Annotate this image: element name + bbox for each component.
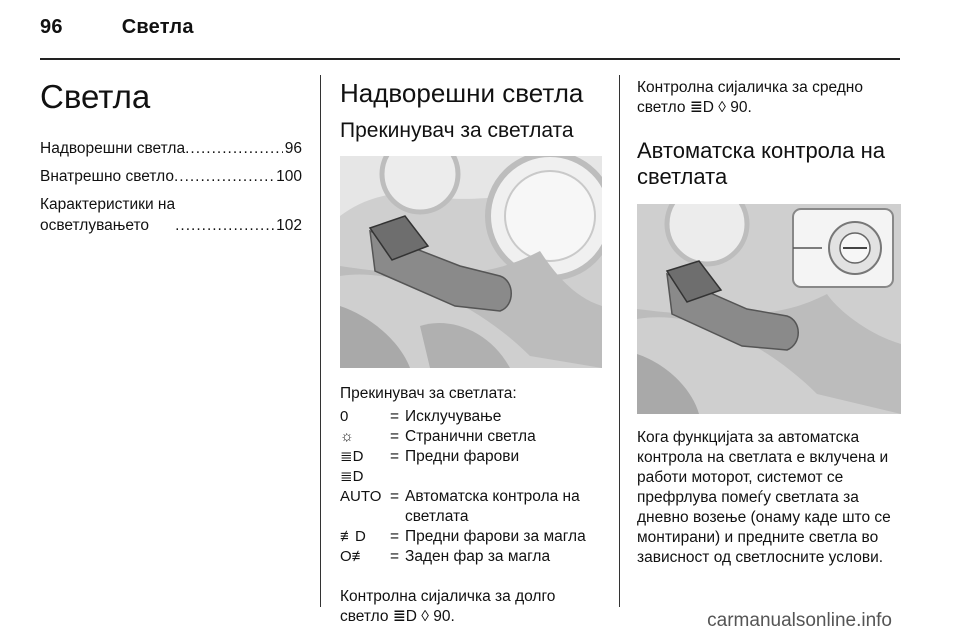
- middle-column: [340, 78, 602, 627]
- page-number: 96: [40, 16, 63, 38]
- light-switch-image: [340, 156, 602, 368]
- symbol-legend: [340, 407, 602, 567]
- toc-leader: [185, 138, 283, 159]
- toc-item[interactable]: [40, 166, 302, 187]
- legend-text: Исклучување: [405, 408, 502, 425]
- toc-leader: [175, 215, 274, 236]
- light-symbol-icon: 0: [340, 408, 349, 425]
- legend-row: [340, 547, 602, 567]
- watermark: carmanualsonline.info: [707, 610, 892, 631]
- legend-equals: =: [390, 428, 400, 445]
- light-symbol-icon: AUTO: [340, 488, 382, 505]
- running-header: [40, 16, 194, 39]
- toc-page: 100: [276, 168, 302, 185]
- high-beam-note: Контролна сијаличка за долго светло ≣D ◊ 90.: [340, 588, 556, 625]
- legend-text: Автоматска контрола на светлата: [405, 488, 580, 525]
- toc-item[interactable]: [40, 194, 302, 236]
- toc-item[interactable]: [40, 138, 302, 159]
- legend-row: [340, 487, 602, 527]
- legend-row: [340, 527, 602, 547]
- toc-label: Карактеристики на осветлувањето: [40, 196, 176, 234]
- auto-light-title: Автоматска контрола на светлата: [637, 138, 885, 189]
- section-title: Надворешни светла: [340, 78, 584, 108]
- toc-label: Внатрешно светло: [40, 168, 174, 185]
- legend-row: [340, 447, 602, 487]
- toc-page: 96: [284, 140, 302, 157]
- legend-text: Предни фарови: [405, 448, 520, 465]
- legend-row: [340, 427, 602, 447]
- legend-text: Предни фарови за магла: [405, 528, 586, 545]
- header-title: Светла: [121, 16, 194, 38]
- left-column: [40, 78, 302, 243]
- auto-light-body: Кога функцијата за автоматска контрола на светлата е вклучена и работи моторот, системот се префрлува помеѓу светлата за дневно возење (онаму каде што се монтирани) и предните светла во зависност од светлосните услови.: [637, 429, 891, 566]
- toc-label: Надворешни светла: [40, 140, 186, 157]
- chapter-title: Светла: [40, 78, 151, 115]
- figure-caption: Прекинувач за светлата:: [340, 385, 517, 402]
- legend-equals: =: [390, 488, 400, 505]
- legend-text: Странични светла: [405, 428, 536, 445]
- low-beam-note: Контролна сијаличка за средно светло ≣D ◊ 90.: [637, 79, 863, 116]
- legend-equals: =: [390, 528, 400, 545]
- toc-leader: [174, 166, 274, 187]
- toc-page: 102: [276, 217, 302, 234]
- right-column: [637, 78, 901, 568]
- auto-light-switch-image: [637, 204, 901, 414]
- light-symbol-icon: O≢: [340, 548, 367, 565]
- header-rule: [40, 58, 900, 60]
- legend-equals: =: [390, 448, 400, 465]
- legend-equals: =: [390, 408, 400, 425]
- legend-text: Заден фар за магла: [405, 548, 551, 565]
- table-of-contents: [40, 138, 302, 236]
- legend-equals: =: [390, 548, 400, 565]
- light-symbol-icon: ☼: [340, 428, 354, 445]
- subsection-title: Прекинувач за светлата: [340, 119, 574, 142]
- light-symbol-icon: ≢D: [340, 528, 366, 545]
- column-divider-1: [320, 75, 321, 607]
- column-divider-2: [619, 75, 620, 607]
- light-symbol-icon: ≣D ≣D: [340, 448, 364, 485]
- legend-row: [340, 407, 602, 427]
